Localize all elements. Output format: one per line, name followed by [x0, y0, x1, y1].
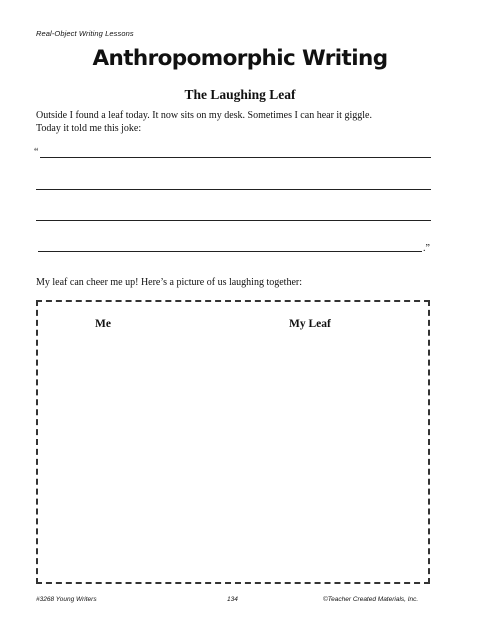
- intro-line-2: Today it told me this joke:: [36, 122, 142, 134]
- footer-page-number: 134: [227, 596, 238, 603]
- close-quote: .”: [423, 243, 430, 254]
- series-label: Real-Object Writing Lessons: [36, 29, 134, 38]
- drawing-box[interactable]: [36, 300, 430, 584]
- open-quote: “: [34, 147, 39, 158]
- writing-line-2[interactable]: [36, 189, 431, 190]
- writing-line-4[interactable]: [38, 251, 422, 252]
- footer-copyright: ©Teacher Created Materials, Inc.: [323, 596, 419, 603]
- lesson-subtitle: The Laughing Leaf: [184, 87, 296, 102]
- label-my-leaf: My Leaf: [289, 318, 331, 330]
- label-me: Me: [95, 318, 111, 330]
- intro-line-1: Outside I found a leaf today. It now sits on my desk. Sometimes I can hear it giggle.: [36, 110, 372, 121]
- footer-book: #3268 Young Writers: [36, 596, 97, 603]
- writing-line-3[interactable]: [36, 220, 431, 221]
- writing-line-1[interactable]: [40, 157, 431, 158]
- intro-text: [36, 110, 446, 135]
- page-title: Anthropomorphic Writing: [92, 46, 388, 71]
- picture-caption: My leaf can cheer me up! Here’s a picture of us laughing together:: [36, 277, 303, 288]
